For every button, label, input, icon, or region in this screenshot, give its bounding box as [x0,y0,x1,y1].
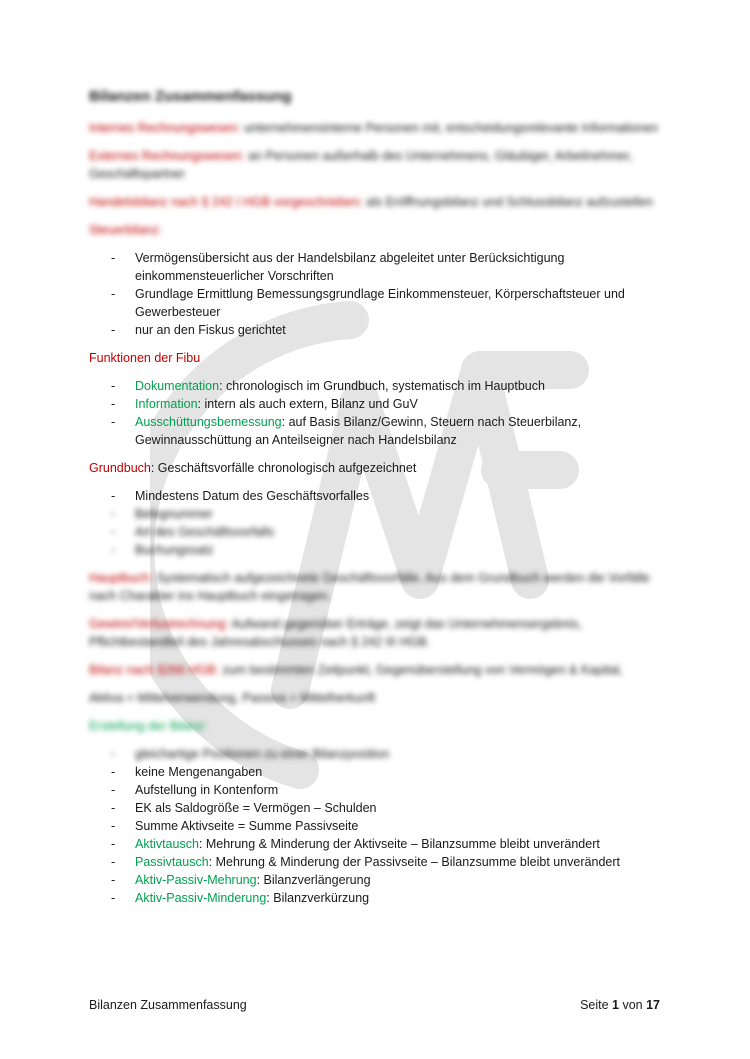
term-label: Aktiv-Passiv-Minderung [135,891,267,905]
term-label: Grundbuch [89,461,151,475]
list-item: - Summe Aktivseite = Summe Passivseite [89,817,664,835]
term-text: an Personen außerhalb des Unternehmens, Gläubiger, Arbeitnehmer, Geschäftspartner [89,149,633,181]
term-label: Passivtausch [135,855,209,869]
paragraph-externes-rechnungswesen [89,147,664,183]
list-item: - Belegnummer [89,505,664,523]
term-label: Gewinn/Verlustrechnung: [89,617,229,631]
list-item [89,413,664,449]
term-text: zum bestimmten Zeitpunkt, Gegenüberstellung von Vermögen & Kapital, [218,663,623,677]
term-label: Internes Rechnungswesen: [89,121,241,135]
paragraph-aktiva-passiva: Aktiva = Mittelverwendung, Passiva = Mittelherkunft [89,691,376,705]
term-text: : Bilanzverkürzung [266,891,370,905]
term-text: : Geschäftsvorfälle chronologisch aufgezeichnet [150,461,417,475]
list-item [89,853,664,871]
document-body [89,88,664,917]
list-item [89,871,664,889]
list-item: - Grundlage Ermittlung Bemessungsgrundlage Einkommensteuer, Körperschaftsteuer und Gewerbesteuer [89,285,664,321]
term-text: : Bilanzverlängerung [256,873,371,887]
footer-title: Bilanzen Zusammenfassung [89,998,247,1012]
erstellung-list [89,745,664,907]
term-text: unternehmensinterne Personen mit, entscheidungsrelevante Informationen [240,121,659,135]
list-item [89,835,664,853]
list-item [89,395,664,413]
term-label: Information [135,397,198,411]
steuerbilanz-list [89,249,664,339]
list-item: - nur an den Fiskus gerichtet [89,321,664,339]
paragraph-steuerbilanz [89,221,664,239]
list-item: - Mindestens Datum des Geschäftsvorfalles [89,487,664,505]
list-item: - Vermögensübersicht aus der Handelsbilanz abgeleitet unter Berücksichtigung einkommensteuerlicher Vorschriften [89,249,664,285]
term-label: Dokumentation [135,379,220,393]
term-label: Aktiv-Passiv-Mehrung [135,873,257,887]
term-text: als Eröffnungsbilanz und Schlussbilanz aufzustellen [362,195,654,209]
term-label: Externes Rechnungswesen: [89,149,245,163]
grundbuch-list [89,487,664,559]
page-middle: von [618,998,647,1012]
term-label: Steuerbilanz: [89,223,162,237]
paragraph-bilanz [89,661,664,679]
list-item: - keine Mengenangaben [89,763,664,781]
heading-funktionen: Funktionen der Fibu [89,351,201,365]
paragraph-internes-rechnungswesen [89,119,664,137]
page-total: 17 [646,998,660,1012]
term-text: Systematisch aufgezeichnete Geschäftsvorfälle. Aus dem Grundbuch werden die Vorfälle nach Charakter ins Hauptbuch eingetragen. [89,571,650,603]
term-label: Ausschüttungsbemessung [135,415,282,429]
list-item: - Buchungssatz [89,541,664,559]
paragraph-grundbuch [89,459,664,477]
term-text: : chronologisch im Grundbuch, systematisch im Hauptbuch [219,379,545,393]
paragraph-guv [89,615,664,651]
list-item: - Art des Geschäftsvorfalls [89,523,664,541]
document-title: Bilanzen Zusammenfassung [89,88,292,105]
term-text: : auf Basis Bilanz/Gewinn, Steuern nach Steuerbilanz, Gewinnausschüttung an Anteilseigner nach Handelsbilanz [135,415,582,447]
term-text: : Mehrung & Minderung der Passivseite – Bilanzsumme bleibt unverändert [208,855,620,869]
funktionen-list [89,377,664,449]
term-label: Aktivtausch [135,837,199,851]
page-footer [89,998,660,1012]
paragraph-hauptbuch [89,569,664,605]
page-prefix: Seite [580,998,613,1012]
term-label: Bilanz nach §266 HGB: [89,663,219,677]
paragraph-handelsbilanz [89,193,664,211]
page-current: 1 [612,998,619,1012]
list-item: - Aufstellung in Kontenform [89,781,664,799]
term-text: Aufwand gegenüber Erträge, zeigt das Unternehmensergebnis, Pflichtbestandteil des Jahresabschlusses nach § 242 III HGB. [89,617,582,649]
term-text: : Mehrung & Minderung der Aktivseite – Bilanzsumme bleibt unverändert [198,837,600,851]
heading-erstellung: Erstellung der Bilanz: [89,719,208,733]
term-label: Hauptbuch: [89,571,153,585]
term-text: : intern als auch extern, Bilanz und GuV [197,397,418,411]
page-number [580,998,660,1012]
term-label: Handelsbilanz nach § 242 I HGB vorgeschrieben: [89,195,363,209]
list-item: - EK als Saldogröße = Vermögen – Schulden [89,799,664,817]
list-item [89,889,664,907]
list-item [89,377,664,395]
list-item: - gleichartige Positionen zu einer Bilanzposition [89,745,664,763]
